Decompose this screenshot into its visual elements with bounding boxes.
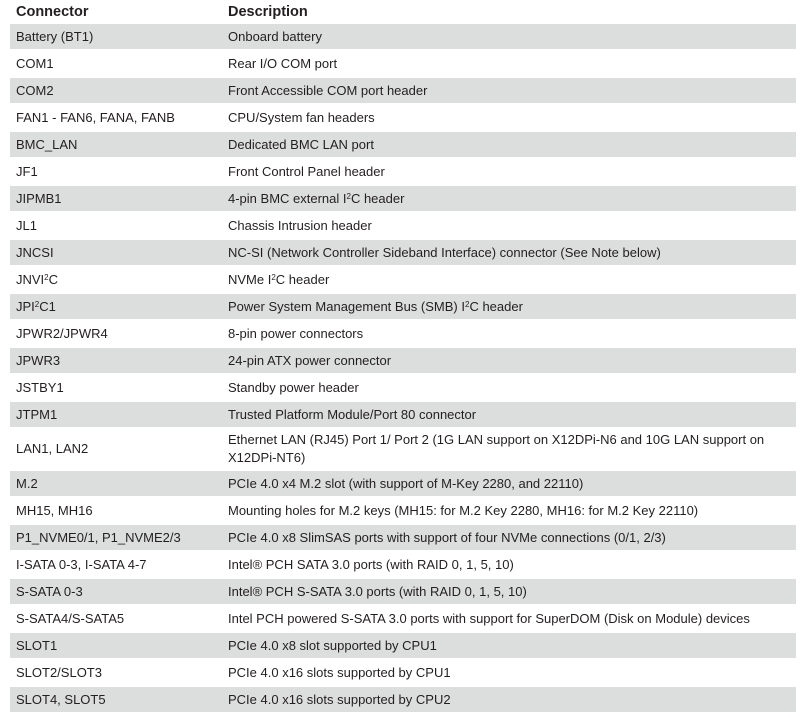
connector-cell: JPWR2/JPWR4 (10, 321, 222, 348)
table-row (10, 267, 796, 294)
table-row (10, 606, 796, 633)
table-row (10, 294, 796, 321)
description-cell: Intel® PCH SATA 3.0 ports (with RAID 0, 1, 5, 10) (222, 552, 796, 579)
description-cell: Front Control Panel header (222, 159, 796, 186)
connector-cell: LAN1, LAN2 (10, 429, 222, 471)
table-row (10, 213, 796, 240)
description-cell: Chassis Intrusion header (222, 213, 796, 240)
table-row (10, 633, 796, 660)
table-row (10, 159, 796, 186)
description-cell: PCIe 4.0 x16 slots supported by CPU2 (222, 687, 796, 714)
table-row (10, 321, 796, 348)
table-row (10, 375, 796, 402)
connector-cell: JF1 (10, 159, 222, 186)
connector-cell: JL1 (10, 213, 222, 240)
description-cell: PCIe 4.0 x16 slots supported by CPU1 (222, 660, 796, 687)
connector-cell: P1_NVME0/1, P1_NVME2/3 (10, 525, 222, 552)
description-cell: NVMe $I^2C$ header (222, 267, 796, 294)
table-row (10, 525, 796, 552)
description-cell: Standby power header (222, 375, 796, 402)
description-cell: 24-pin ATX power connector (222, 348, 796, 375)
description-cell: Intel® PCH S-SATA 3.0 ports (with RAID 0, 1, 5, 10) (222, 579, 796, 606)
description-cell: Rear I/O COM port (222, 51, 796, 78)
description-cell: Ethernet LAN (RJ45) Port 1/ Port 2 (1G LAN support on X12DPi-N6 and 10G LAN support on X12DPi-NT6) (222, 429, 796, 471)
connector-cell: JNCSI (10, 240, 222, 267)
connector-cell: M.2 (10, 471, 222, 498)
table-row (10, 429, 796, 471)
connector-cell: SLOT4, SLOT5 (10, 687, 222, 714)
description-cell: CPU/System fan headers (222, 105, 796, 132)
description-cell: PCIe 4.0 x4 M.2 slot (with support of M-Key 2280, and 22110) (222, 471, 796, 498)
connector-cell: JNVI$^2$C (10, 267, 222, 294)
table-row (10, 498, 796, 525)
connector-cell: MH15, MH16 (10, 498, 222, 525)
table-row (10, 24, 796, 51)
description-cell: 4-pin BMC external $I^2C$ header (222, 186, 796, 213)
table-row (10, 552, 796, 579)
connector-cell: COM2 (10, 78, 222, 105)
connector-cell: JTPM1 (10, 402, 222, 429)
description-cell: NC-SI (Network Controller Sideband Interface) connector (See Note below) (222, 240, 796, 267)
table-body (10, 24, 796, 714)
description-cell: PCIe 4.0 x8 slot supported by CPU1 (222, 633, 796, 660)
table-header-row (10, 0, 796, 24)
description-cell: Onboard battery (222, 24, 796, 51)
connector-cell: S-SATA4/S-SATA5 (10, 606, 222, 633)
table-row (10, 348, 796, 375)
description-cell: PCIe 4.0 x8 SlimSAS ports with support of four NVMe connections (0/1, 2/3) (222, 525, 796, 552)
connector-cell: SLOT2/SLOT3 (10, 660, 222, 687)
connector-cell: JSTBY1 (10, 375, 222, 402)
table-row (10, 687, 796, 714)
description-cell: Front Accessible COM port header (222, 78, 796, 105)
connector-cell: SLOT1 (10, 633, 222, 660)
description-cell: Dedicated BMC LAN port (222, 132, 796, 159)
connector-cell: JIPMB1 (10, 186, 222, 213)
description-cell: Intel PCH powered S-SATA 3.0 ports with support for SuperDOM (Disk on Module) devices (222, 606, 796, 633)
connector-cell: Battery (BT1) (10, 24, 222, 51)
table-row (10, 78, 796, 105)
connector-cell: JPI$^2$C1 (10, 294, 222, 321)
description-cell: 8-pin power connectors (222, 321, 796, 348)
connector-cell: FAN1 - FAN6, FANA, FANB (10, 105, 222, 132)
connector-cell: BMC_LAN (10, 132, 222, 159)
table-row (10, 402, 796, 429)
description-cell: Trusted Platform Module/Port 80 connector (222, 402, 796, 429)
table-row (10, 51, 796, 78)
connector-table (10, 0, 796, 714)
connector-cell: S-SATA 0-3 (10, 579, 222, 606)
table-row (10, 105, 796, 132)
description-cell: Mounting holes for M.2 keys (MH15: for M.2 Key 2280, MH16: for M.2 Key 22110) (222, 498, 796, 525)
connector-cell: JPWR3 (10, 348, 222, 375)
table-row (10, 660, 796, 687)
table-row (10, 132, 796, 159)
description-cell: Power System Management Bus (SMB) $I^2C$ header (222, 294, 796, 321)
column-header-connector: Connector (16, 4, 89, 20)
column-header-description: Description (228, 4, 308, 20)
table-row (10, 186, 796, 213)
connector-cell: I-SATA 0-3, I-SATA 4-7 (10, 552, 222, 579)
table-row (10, 579, 796, 606)
table-row (10, 240, 796, 267)
connector-table-container (10, 0, 796, 714)
table-row (10, 471, 796, 498)
connector-cell: COM1 (10, 51, 222, 78)
